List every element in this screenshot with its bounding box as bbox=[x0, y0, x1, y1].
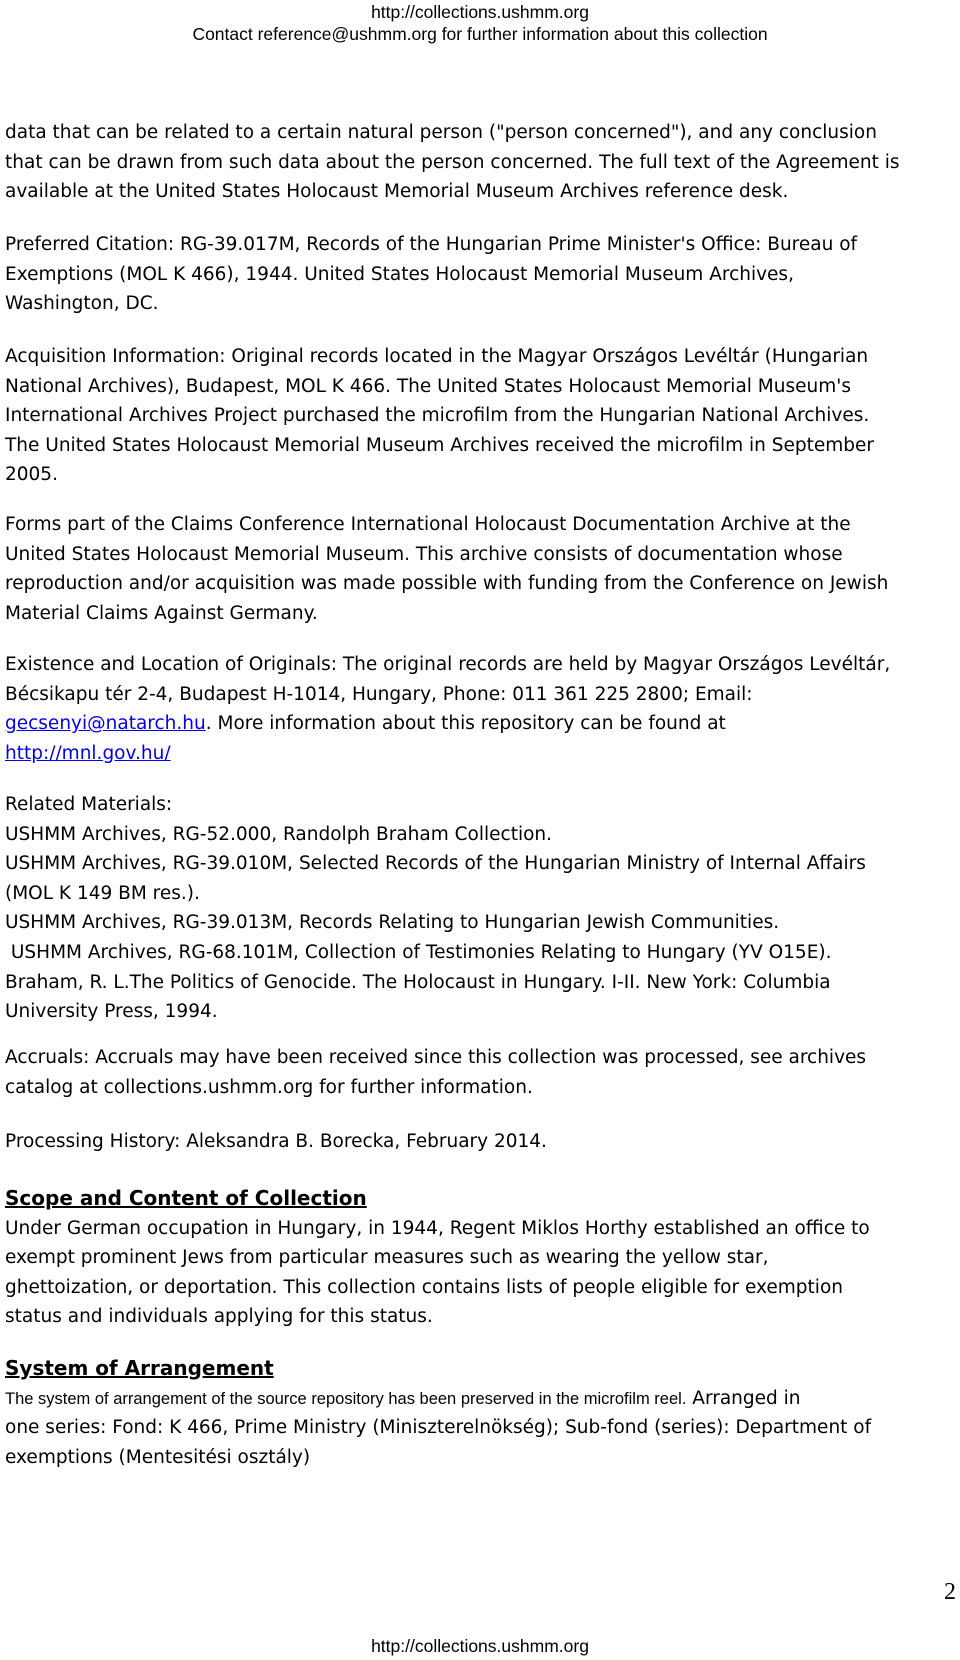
citation-line: Preferred Citation: RG-39.017M, Records of the Hungarian Prime Minister's Office: Bureau of bbox=[5, 234, 858, 255]
accruals-line: Accruals: Accruals may have been received since this collection was processed, see archives bbox=[5, 1047, 867, 1068]
acquisition-paragraph bbox=[5, 342, 955, 490]
arrangement-line-source: The system of arrangement of the source repository has been preserved in the microfilm reel. bbox=[5, 1389, 687, 1408]
related-item: USHMM Archives, RG-68.101M, Collection of Testimonies Relating to Hungary (YV O15E). bbox=[5, 941, 832, 963]
footer-url: http://collections.ushmm.org bbox=[371, 1636, 589, 1656]
scope-line: exempt prominent Jews from particular measures such as wearing the yellow star, bbox=[5, 1247, 769, 1269]
arrangement-line: one series: Fond: K 466, Prime Ministry (Miniszterelnökség); Sub-fond (series): Department of bbox=[5, 1417, 872, 1439]
page-number: 2 bbox=[944, 1579, 956, 1605]
arrangement-section bbox=[5, 1354, 955, 1472]
originals-line: Bécsikapu tér 2-4, Budapest H-1014, Hungary, Phone: 011 361 225 2800; Email: bbox=[5, 683, 753, 705]
intro-line: available at the United States Holocaust Memorial Museum Archives reference desk. bbox=[5, 181, 789, 203]
claims-line: reproduction and/or acquisition was made possible with funding from the Conference on Jewish bbox=[5, 573, 889, 595]
originals-line bbox=[5, 739, 955, 769]
related-item: USHMM Archives, RG-52.000, Randolph Braham Collection. bbox=[5, 823, 553, 845]
arrangement-line bbox=[5, 1384, 955, 1414]
acquisition-line: Acquisition Information: Original records located in the Magyar Országos Levéltár (Hungarian bbox=[5, 346, 869, 367]
citation-line: Washington, DC. bbox=[5, 293, 159, 315]
intro-line: that can be drawn from such data about the person concerned. The full text of the Agreement is bbox=[5, 151, 900, 173]
acquisition-line: International Archives Project purchased the microfilm from the Hungarian National Archives. bbox=[5, 405, 870, 427]
accruals-paragraph bbox=[5, 1043, 955, 1102]
intro-line: data that can be related to a certain natural person ("person concerned"), and any conclusion bbox=[5, 122, 877, 143]
related-item: University Press, 1994. bbox=[5, 1001, 218, 1023]
originals-line bbox=[5, 709, 955, 739]
related-item: USHMM Archives, RG-39.010M, Selected Records of the Hungarian Ministry of Internal Affairs bbox=[5, 853, 866, 875]
processing-paragraph bbox=[5, 1127, 955, 1157]
citation-line: Exemptions (MOL K 466), 1944. United States Holocaust Memorial Museum Archives, bbox=[5, 263, 794, 285]
scope-line: Under German occupation in Hungary, in 1944, Regent Miklos Horthy established an office to bbox=[5, 1217, 870, 1239]
originals-line-rest: . More information about this repository can be found at bbox=[205, 713, 726, 735]
arrangement-line: exemptions (Mentesitési osztály) bbox=[5, 1446, 311, 1468]
citation-paragraph bbox=[5, 230, 955, 319]
related-item: USHMM Archives, RG-39.013M, Records Relating to Hungarian Jewish Communities. bbox=[5, 912, 780, 934]
acquisition-line: National Archives), Budapest, MOL K 466. The United States Holocaust Memorial Museum's bbox=[5, 375, 851, 397]
claims-line: Material Claims Against Germany. bbox=[5, 602, 318, 624]
arrangement-line-continued: Arranged in bbox=[686, 1387, 801, 1409]
acquisition-line: 2005. bbox=[5, 464, 58, 486]
intro-paragraph bbox=[5, 118, 955, 207]
claims-paragraph bbox=[5, 510, 955, 628]
accruals-line: catalog at collections.ushmm.org for further information. bbox=[5, 1076, 533, 1098]
email-link[interactable]: gecsenyi@natarch.hu bbox=[5, 713, 206, 735]
related-item: Braham, R. L.The Politics of Genocide. The Holocaust in Hungary. I-II. New York: Columbia bbox=[5, 971, 831, 993]
processing-line: Processing History: Aleksandra B. Borecka, February 2014. bbox=[5, 1131, 547, 1152]
related-materials bbox=[5, 790, 955, 1027]
scope-heading: Scope and Content of Collection bbox=[5, 1186, 367, 1210]
originals-paragraph bbox=[5, 650, 955, 768]
originals-line: Existence and Location of Originals: The original records are held by Magyar Országos Levéltár, bbox=[5, 654, 891, 675]
repository-url-link[interactable]: http://mnl.gov.hu/ bbox=[5, 742, 171, 764]
header-contact: Contact reference@ushmm.org for further information about this collection bbox=[192, 24, 768, 44]
scope-line: ghettoization, or deportation. This collection contains lists of people eligible for exemption bbox=[5, 1276, 843, 1298]
scope-section bbox=[5, 1184, 955, 1332]
header-url: http://collections.ushmm.org bbox=[371, 2, 589, 22]
claims-line: Forms part of the Claims Conference International Holocaust Documentation Archive at the bbox=[5, 514, 851, 535]
claims-line: United States Holocaust Memorial Museum. This archive consists of documentation whose bbox=[5, 543, 843, 565]
related-label: Related Materials: bbox=[5, 794, 173, 815]
arrangement-heading: System of Arrangement bbox=[5, 1356, 274, 1380]
scope-line: status and individuals applying for this status. bbox=[5, 1306, 433, 1328]
related-item: (MOL K 149 BM res.). bbox=[5, 882, 200, 904]
acquisition-line: The United States Holocaust Memorial Museum Archives received the microfilm in September bbox=[5, 434, 875, 456]
